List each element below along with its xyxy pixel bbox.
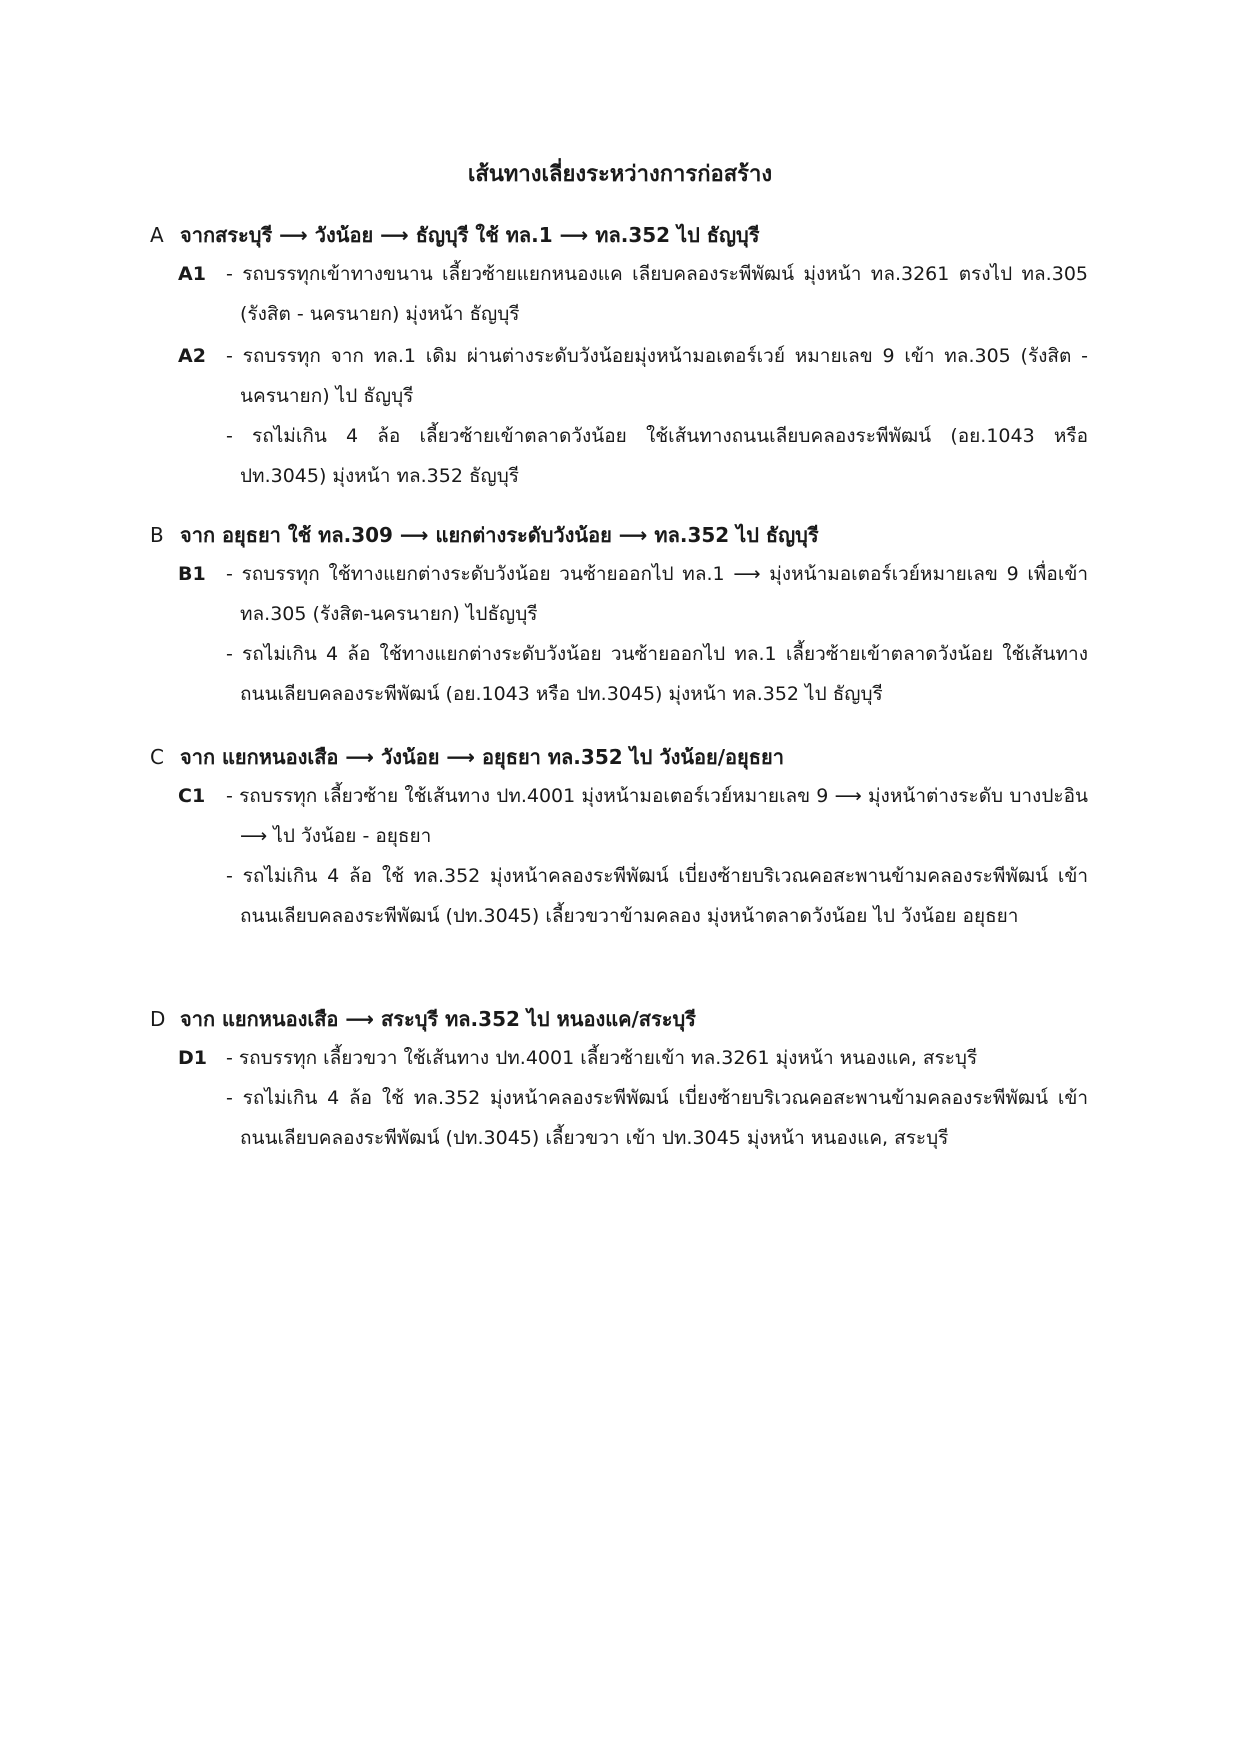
route-line: - รถบรรทุก เลี้ยวซ้าย ใช้เส้นทาง ปท.4001 มุ่งหน้ามอเตอร์เวย์หมายเลข 9 ⟶ มุ่งหน้าต่างระดับ บางปะอิน ⟶ ไป วังน้อย - อยุธยา — [226, 785, 1088, 847]
section-heading-text: จากสระบุรี ⟶ วังน้อย ⟶ ธัญบุรี ใช้ ทล.1 ⟶ ทล.352 ไป ธัญบุรี — [180, 223, 760, 247]
route-code: C1 — [178, 785, 206, 807]
route-line: - รถไม่เกิน 4 ล้อ ใช้ ทล.352 มุ่งหน้าคลองระพีพัฒน์ เบี่ยงซ้ายบริเวณคอสะพานข้ามคลองระพีพัฒน์ เข้าถนนเลียบคลองระพีพัฒน์ (ปท.3045) เลี้ยวขวาข้ามคลอง มุ่งหน้าตลาดวังน้อย ไป วังน้อย อยุธยา — [226, 865, 1088, 927]
section-letter: D — [150, 1007, 166, 1031]
section-heading-c — [150, 740, 784, 774]
route-item-a2 — [178, 336, 1088, 496]
section-heading-text: จาก แยกหนองเสือ ⟶ สระบุรี ทล.352 ไป หนองแค/สระบุรี — [180, 1007, 696, 1031]
route-code: A2 — [178, 345, 206, 367]
route-item-d1 — [178, 1038, 1088, 1158]
route-item-a1 — [178, 254, 1088, 334]
route-line: - รถบรรทุก จาก ทล.1 เดิม ผ่านต่างระดับวังน้อยมุ่งหน้ามอเตอร์เวย์ หมายเลข 9 เข้า ทล.305 (รังสิต - นครนายก) ไป ธัญบุรี — [226, 345, 1088, 407]
section-heading-text: จาก อยุธยา ใช้ ทล.309 ⟶ แยกต่างระดับวังน้อย ⟶ ทล.352 ไป ธัญบุรี — [180, 523, 819, 547]
section-letter: B — [150, 523, 164, 547]
route-code: B1 — [178, 563, 206, 585]
route-line: - รถไม่เกิน 4 ล้อ ใช้ ทล.352 มุ่งหน้าคลองระพีพัฒน์ เบี่ยงซ้ายบริเวณคอสะพานข้ามคลองระพีพัฒน์ เข้าถนนเลียบคลองระพีพัฒน์ (ปท.3045) เลี้ยวขวา เข้า ปท.3045 มุ่งหน้า หนองแค, สระบุรี — [226, 1087, 1088, 1149]
route-line: - รถไม่เกิน 4 ล้อ เลี้ยวซ้ายเข้าตลาดวังน้อย ใช้เส้นทางถนนเลียบคลองระพีพัฒน์ (อย.1043 หรือ ปท.3045) มุ่งหน้า ทล.352 ธัญบุรี — [226, 425, 1088, 487]
section-heading-text: จาก แยกหนองเสือ ⟶ วังน้อย ⟶ อยุธยา ทล.352 ไป วังน้อย/อยุธยา — [180, 745, 784, 769]
route-line: - รถบรรทุก เลี้ยวขวา ใช้เส้นทาง ปท.4001 เลี้ยวซ้ายเข้า ทล.3261 มุ่งหน้า หนองแค, สระบุรี — [226, 1047, 978, 1069]
route-line: - รถบรรทุกเข้าทางขนาน เลี้ยวซ้ายแยกหนองแค เลียบคลองระพีพัฒน์ มุ่งหน้า ทล.3261 ตรงไป ทล.305 (รังสิต - นครนายก) มุ่งหน้า ธัญบุรี — [226, 263, 1088, 325]
route-item-c1 — [178, 776, 1088, 936]
route-line: - รถบรรทุก ใช้ทางแยกต่างระดับวังน้อย วนซ้ายออกไป ทล.1 ⟶ มุ่งหน้ามอเตอร์เวย์หมายเลข 9 เพื่อเข้า ทล.305 (รังสิต-นครนายก) ไปธัญบุรี — [226, 563, 1088, 625]
section-letter: C — [150, 745, 164, 769]
route-line: - รถไม่เกิน 4 ล้อ ใช้ทางแยกต่างระดับวังน้อย วนซ้ายออกไป ทล.1 เลี้ยวซ้ายเข้าตลาดวังน้อย ใช้เส้นทางถนนเลียบคลองระพีพัฒน์ (อย.1043 หรือ ปท.3045) มุ่งหน้า ทล.352 ไป ธัญบุรี — [226, 643, 1088, 705]
page-title: เส้นทางเลี่ยงระหว่างการก่อสร้าง — [467, 162, 773, 187]
route-item-b1 — [178, 554, 1088, 714]
section-heading-b — [150, 518, 819, 552]
route-code: A1 — [178, 263, 206, 285]
section-letter: A — [150, 223, 164, 247]
section-heading-d — [150, 1002, 696, 1036]
route-code: D1 — [178, 1047, 207, 1069]
section-heading-a — [150, 218, 759, 252]
